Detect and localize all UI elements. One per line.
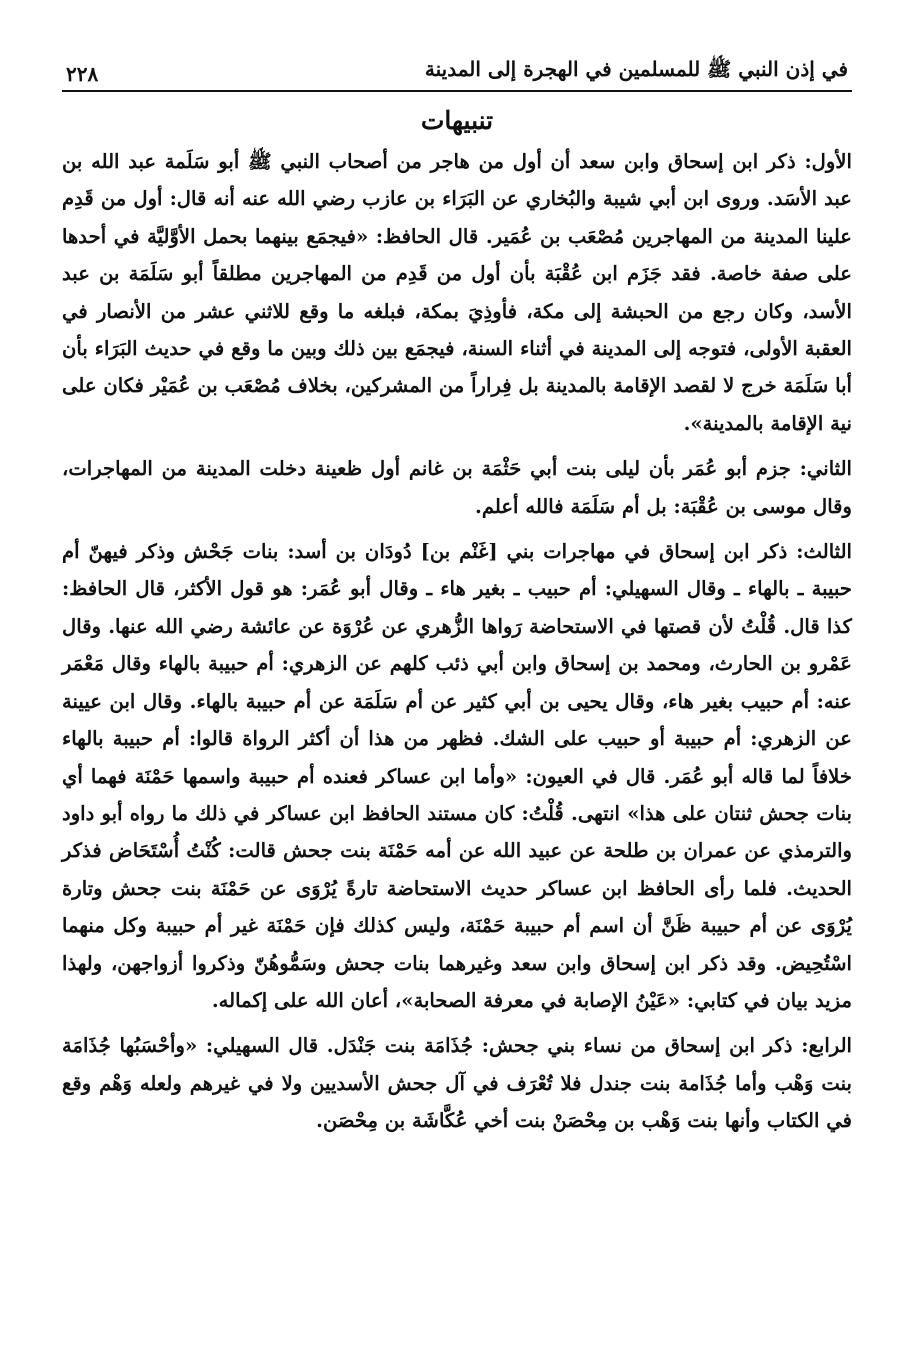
paragraph-second [62, 450, 852, 525]
paragraph-lead: الأول: [795, 150, 852, 173]
paragraph-fourth [62, 1027, 852, 1139]
header-divider [62, 90, 852, 92]
running-header [62, 50, 852, 86]
paragraph-lead: الثاني: [790, 457, 852, 481]
paragraph-text: جزم أبو عُمَر بأن ليلى بنت أبي حَثْمَة بن غانم أول ظعينة دخلت المدينة من المهاجرات، وقال موسى بن عُقْبَة: بل أم سَلَمَة فالله أعلم. [62, 457, 852, 518]
paragraph-lead: الرابع: [792, 1034, 852, 1058]
section-title: تنبيهات [420, 106, 494, 135]
paragraph-first [62, 143, 852, 442]
paragraph-text: ذكر ابن إسحاق في مهاجرات بني [غَنْم بن] دُودَان بن أسد: بنات جَحْش وذكر فيهنّ أم حبيبة ـ بالهاء ـ وقال السهيلي: أم حبيب ـ بغير هاء ـ وقال أبو عُمَر: هو قول الأكثر، قال الحافظ: كذا قال. قُلْتُ لأن قصتها في الاستحاضة رَواها الزُّهري عن عُرْوَة عن عائشة رضي الله عنها. وقال عَمْرو بن الحارث، ومحمد بن إسحاق وابن أبي ذئب كلهم عن الزهري: أم حبيبة بالهاء وقال مَعْمَر عنه: أم حبيب بغير هاء، وقال يحيى بن أبي كثير عن أم سَلَمَة عن أم حبيبة بالهاء. وقال ابن عيينة عن الزهري: أم حبيبة أو حبيب على الشك. فظهر من هذا أن أكثر الرواة قالوا: أم حبيبة بالهاء خلافاً لما قاله أبو عُمَر. قال في العيون: «وأما ابن عساكر فعنده أم حبيبة واسمها حَمْنَة فهما أي بنات جحش ثنتان على هذا» انتهى. قُلْتُ: كان مستند الحافظ ابن عساكر في ذلك ما رواه أبو داود والترمذي عن عمران بن طلحة عن عبيد الله عن أمه حَمْنَة بنت جحش قالت: كُنْتُ أُسْتَحَاض فذكر الحديث. فلما رأى الحافظ ابن عساكر حديث الاستحاضة تارةً يُرْوَى عن حَمْنَة بنت جحش وتارة يُرْوَى عن أم حبيبة ظَنَّ أن اسم أم حبيبة حَمْنَة، وليس كذلك فإن حَمْنَة غير أم حبيبة وكل منهما اسْتُحِيض. وقد ذكر ابن إسحاق وابن سعد وغيرهما بنات جحش وسَمُّوهُنّ وذكروا أزواجهن، ولهذا مزيد بيان في كتابي: «عَيْنُ الإصابة في معرفة الصحابة»، أعان الله على إكماله. [62, 540, 852, 1012]
paragraph-text: ذكر ابن إسحاق وابن سعد أن أول من هاجر من أصحاب النبي ﷺ أبو سَلَمة عبد الله بن عبد الأسَد. وروى ابن أبي شيبة والبُخاري عن البَرَاء بن عازب رضي الله عنه أنه قال: أول من قَدِم علينا المدينة من المهاجرين مُصْعَب بن عُمَير. قال الحافظ: «فيجمَع بينهما بحمل الأوَّليَّة في أحدها على صفة خاصة. فقد جَزَم ابن عُقْبَة بأن أول من قَدِم من المهاجرين مطلقاً أبو سَلَمَة بن عبد الأسد، وكان رجع من الحبشة إلى مكة، فأوذِيَ بمكة، فبلغه ما وقع للاثني عشر من الأنصار في العقبة الأولى، فتوجه إلى المدينة في أثناء السنة، فيجمَع بين ذلك وبين ما وقع في حديث البَرَاء بأن أبا سَلَمَة خرج لا لقصد الإقامة بالمدينة بل فِراراً من المشركين، بخلاف مُصْعَب بن عُمَيْر فكان على نية الإقامة بالمدينة». [62, 150, 852, 435]
document-page [62, 50, 852, 1140]
paragraph-text: ذكر ابن إسحاق من نساء بني جحش: جُذَامَة بنت جَنْدَل. قال السهيلي: «وأحْسَبُها جُذَامَة بنت وَهْب وأما جُذَامة بنت جندل فلا تُعْرَف في آل جحش الأسديين ولا في غيرهم ولعله وَهْم وقع في الكتاب وأنها بنت وَهْب بن مِحْصَنْ بنت أخي عُكَّاشَة بن مِحْصَن. [62, 1034, 852, 1133]
paragraph-third [62, 533, 852, 1019]
page-number: ٢٢٨ [66, 62, 99, 86]
running-title: في إذن النبي ﷺ للمسلمين في الهجرة إلى المدينة [424, 57, 848, 81]
paragraph-lead: الثالث: [787, 540, 853, 564]
